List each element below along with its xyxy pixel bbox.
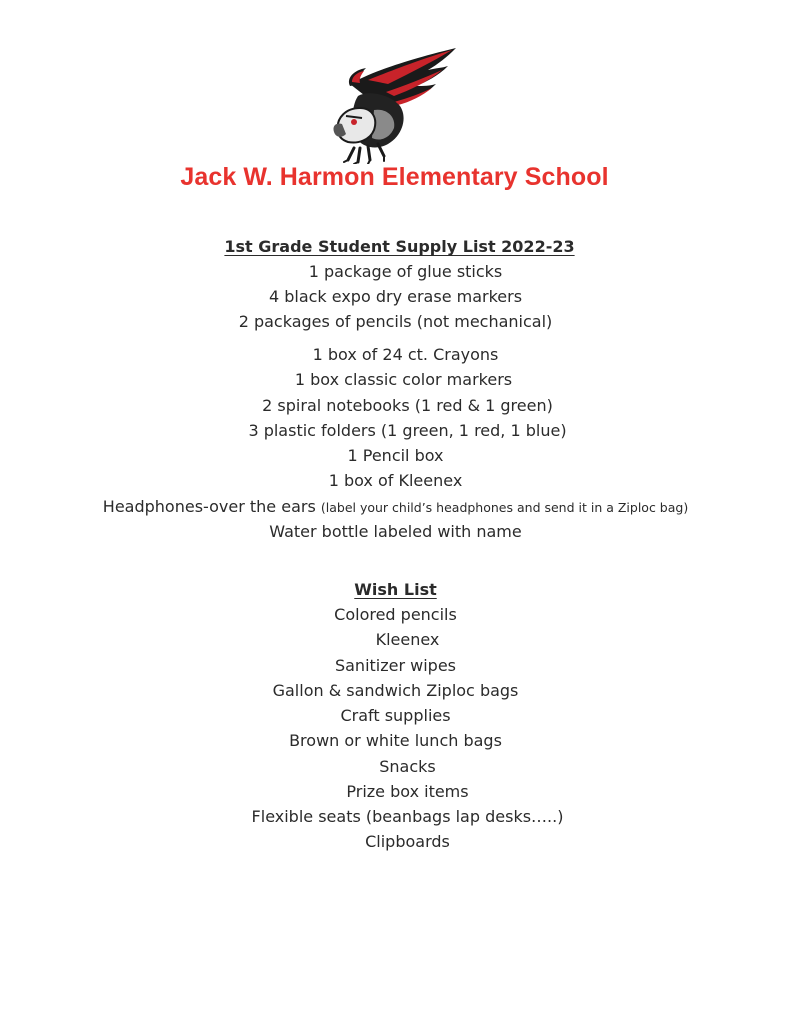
wish-list-item: Flexible seats (beanbags lap desks…..): [251, 807, 564, 826]
supply-item: 1 box classic color markers: [294, 370, 513, 389]
hawk-mascot-icon: [328, 44, 462, 164]
wish-list-item: Gallon & sandwich Ziploc bags: [272, 681, 519, 700]
wish-list-item: Prize box items: [346, 782, 469, 801]
wish-list-item: Clipboards: [365, 832, 450, 851]
wish-list-item: Sanitizer wipes: [334, 656, 457, 675]
supply-item: 4 black expo dry erase markers: [268, 287, 523, 306]
headphones-note: (label your child’s headphones and send it in a Ziploc bag): [320, 500, 689, 515]
wish-list-item: Craft supplies: [340, 706, 451, 725]
school-name-title: Jack W. Harmon Elementary School: [180, 163, 609, 191]
wish-list-item: Kleenex: [375, 630, 440, 649]
supply-item: 3 plastic folders (1 green, 1 red, 1 blue): [248, 421, 567, 440]
supply-item: 1 Pencil box: [347, 446, 444, 465]
wish-list-item: Snacks: [379, 757, 436, 776]
supply-item: 1 package of glue sticks: [308, 262, 503, 281]
supply-item: 1 box of Kleenex: [328, 471, 463, 490]
wish-list-heading: Wish List: [354, 580, 437, 599]
headphones-label: Headphones-over the ears: [102, 497, 321, 516]
headphones-item: [0, 496, 791, 519]
supply-list-heading: 1st Grade Student Supply List 2022-23: [224, 237, 575, 256]
water-bottle-item: Water bottle labeled with name: [269, 522, 522, 541]
supply-item: 2 spiral notebooks (1 red & 1 green): [262, 396, 553, 415]
wish-list-item: Brown or white lunch bags: [289, 731, 502, 750]
supply-item: 1 box of 24 ct. Crayons: [312, 345, 499, 364]
wish-list-item: Colored pencils: [334, 605, 457, 624]
supply-item: 2 packages of pencils (not mechanical): [238, 312, 553, 331]
